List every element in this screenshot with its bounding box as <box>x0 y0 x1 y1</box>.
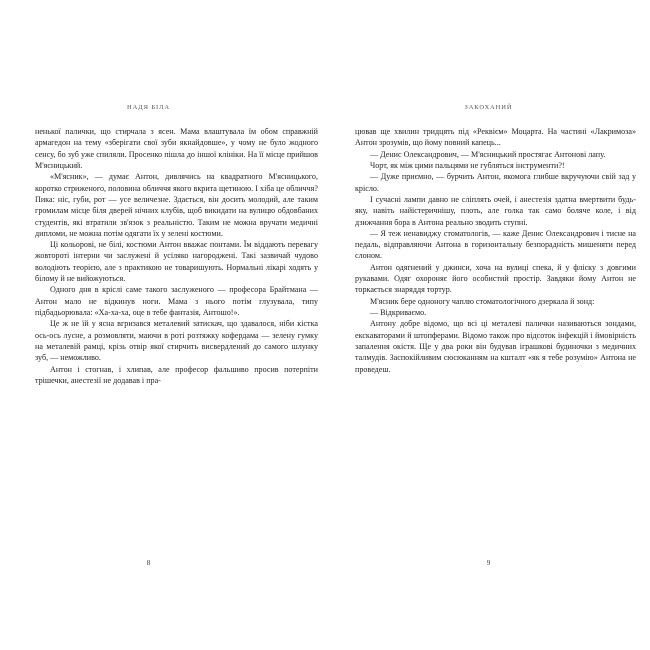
right-page-text-block <box>355 126 636 375</box>
paragraph: — Я теж ненавиджу стоматологів, — каже Денис Олександрович і тисне на педаль, відправляючи Антона в горизонтальну безпорадність мишеняти перед слоном. <box>355 228 636 261</box>
paragraph: Антон і стогнав, і хлипав, але професор фальшиво просив потерпіти трішечки, анестезії не додавав і пра- <box>35 364 318 385</box>
paragraph: — Відкриваємо. <box>370 308 427 317</box>
paragraph: — Дуже приємно, — бурчить Антон, якомога глибше вкручуючи свій зад у крісло. <box>355 172 636 193</box>
left-page-folio: 8 <box>146 559 151 567</box>
left-page-text-block <box>35 126 318 386</box>
paragraph: — Денис Олександрович, — М'ясницький простягає Антонові лапу. <box>370 149 606 159</box>
paragraph: І сучасні лампи давно не сліплять очей, і анестезія здатна вмертвити будь-яку, навіть найістеричнішу, плоть, але голка так само боляче коле, і від дзижчання бора в Антона реально зводить ступні. <box>355 194 636 227</box>
paragraph: Ці кольорові, не білі, костюми Антон вважає понтами. Їм віддають перевагу жовтороті інтерни чи заслужені й усіляко нагороджені. Такі зазвичай чудово володіють теорією, але з практикою не товаришують. Нормальні лікарі ходять у білому й не вийожуються. <box>35 240 318 284</box>
paragraph: «М'ясник», — думає Антон, дивлячись на квадратного М'ясницького, коротко стриженого, половина обличчя якого вкрита щетиною. І хіба це обличчя? Пика: ніс, губи, рот — усе величезне. Здається, він досить молодий, але таким громилам місце біля дверей нічних клубів, щоб викидати на вулицю обдовбаних студентів, які втратили зв'язок з реальністю. Таким не можна вручати медичні дипломи, не можна потім одягати їх у зелені костюми. <box>35 172 318 238</box>
right-page <box>325 0 650 650</box>
paragraph: ненької палички, що стирчала з ясен. Мама влаштувала їм обом справжній армагедон на тему «зберігати свої зуби якнайдовше», у чому не було жодного сенсу, бо зуб уже спиляли. Просенко пішла до іншої клініки. На її місце прийшов М'ясницький. <box>35 127 318 170</box>
paragraph: М'ясник бере одноногу чаплю стоматологічного дзеркала й зонд: <box>370 296 595 306</box>
right-page-running-head: ЗАКОХАНИЙ <box>464 104 513 111</box>
right-page-folio: 9 <box>486 559 491 567</box>
paragraph: Антону добре відомо, що всі ці металеві палички називаються зондами, екскаваторами й штопферами. Відомо також про відсоток інфекцій і ймовірність запалення окістя. Ще у два роки він будував іграшкові будиночки з медичних талмудів. Заспокійливим сюсюканням на кшталт «як я тебе розумію» Антона не проведеш. <box>355 319 636 374</box>
paragraph: Антон одягнений у джинси, хоча на вулиці спека, й у фліску з довгими рукавами. Одяг охороняє його особистий простір. Завдяки йому Антон не торкається знаряддя тортур. <box>355 262 636 295</box>
paragraph: цював ще хвилин тридцять під «Реквієм» Моцарта. На частині «Лакримоза» Антон зрозумів, що йому повний капець... <box>355 127 636 148</box>
left-page-running-head: НАДЯ БІЛА <box>127 104 170 111</box>
paragraph: Чорт, як між цими пальцями не губляться інструменти?! <box>370 160 565 170</box>
paragraph: Одного дня в кріслі саме такого заслуженого — професора Брайтмана — Антон мало не відкинув ноги. Мама з нього потім глузувала, типу підбадьорювала: «Ха-ха-ха, оце в тебе фантазія, Антошо!». <box>35 285 318 317</box>
paragraph: Це ж не їй у ясна вгризався металевий затискач, що здавалося, ніби кістка ось-ось лусне, а розмовляти, маючи в роті розтяжку кофердама — зелену гумку на металевій рамці, крізь отвір якої стирчить висвердлений до самого шлунку зуб, — неможливо. <box>35 319 318 363</box>
